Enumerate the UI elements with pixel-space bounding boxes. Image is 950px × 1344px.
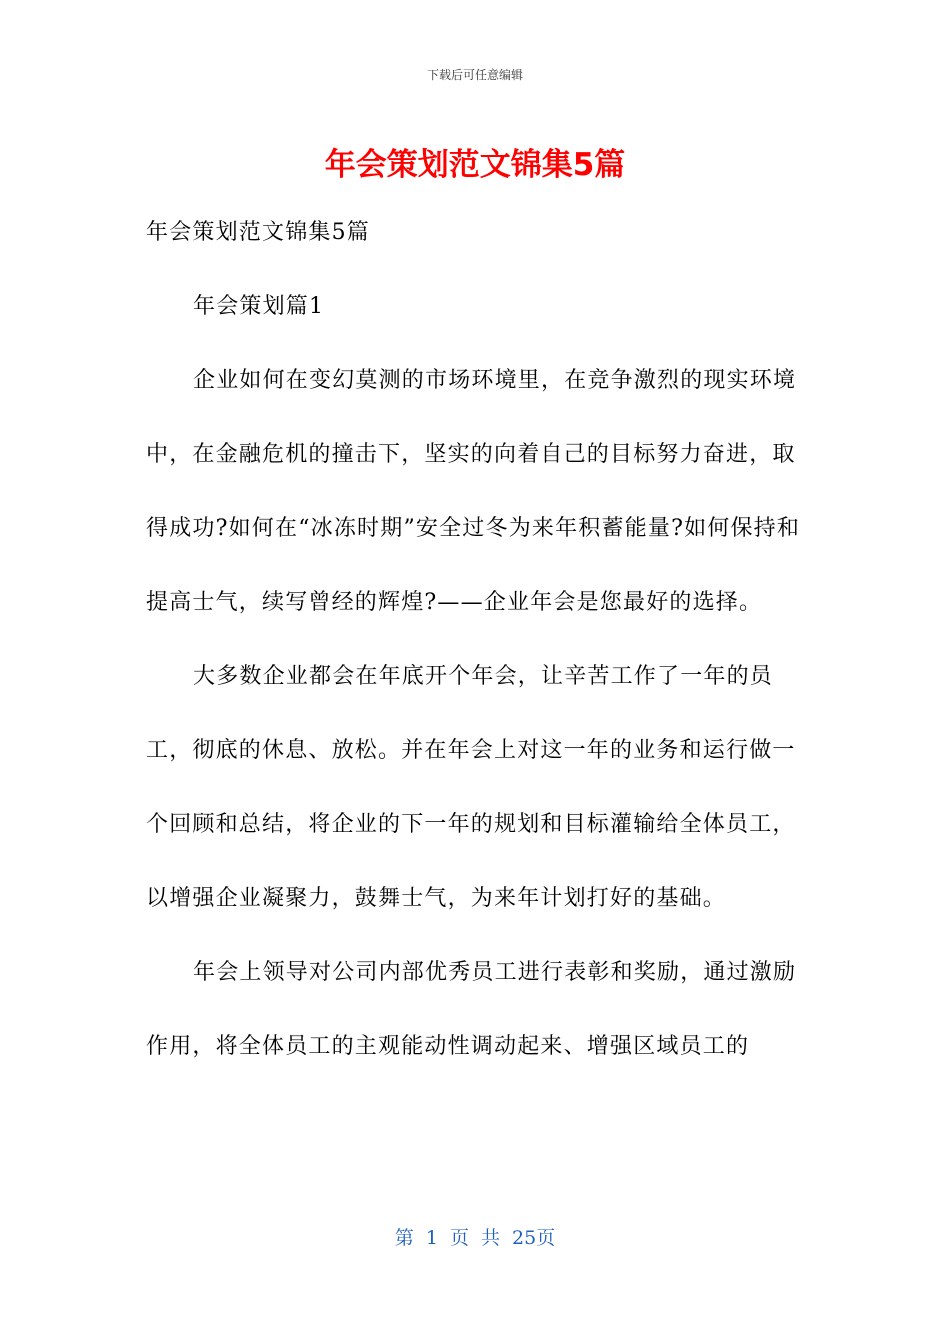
- paragraph-2: 大多数企业都会在年底开个年会，让辛苦工作了一年的员工，彻底的休息、放松。并在年会上对这一年的业务和运行做一个回顾和总结，将企业的下一年的规划和目标灌输给全体员工，以增强企业凝聚力，鼓舞士气，为来年计划打好的基础。: [146, 664, 796, 911]
- paragraph-1: 企业如何在变幻莫测的市场环境里，在竞争激烈的现实环境中，在金融危机的撞击下，坚实的向着自己的目标努力奋进，取得成功?如何在“冰冻时期”安全过冬为来年积蓄能量?如何保持和提高士气，续写曾经的辉煌?——企业年会是您最好的选择。: [146, 368, 801, 615]
- page-number-footer: 第 1 页 共 25页: [394, 1227, 556, 1249]
- section-heading: 年会策划篇1: [193, 294, 325, 319]
- document-title: 年会策划范文锦集5篇: [324, 147, 626, 183]
- paragraph-3: 年会上领导对公司内部优秀员工进行表彰和奖励，通过激励作用，将全体员工的主观能动性调动起来、增强区域员工的: [146, 960, 797, 1059]
- header-note: 下载后可任意编辑: [426, 68, 523, 82]
- document-body: [146, 196, 806, 1084]
- document-subtitle: 年会策划范文锦集5篇: [146, 220, 370, 245]
